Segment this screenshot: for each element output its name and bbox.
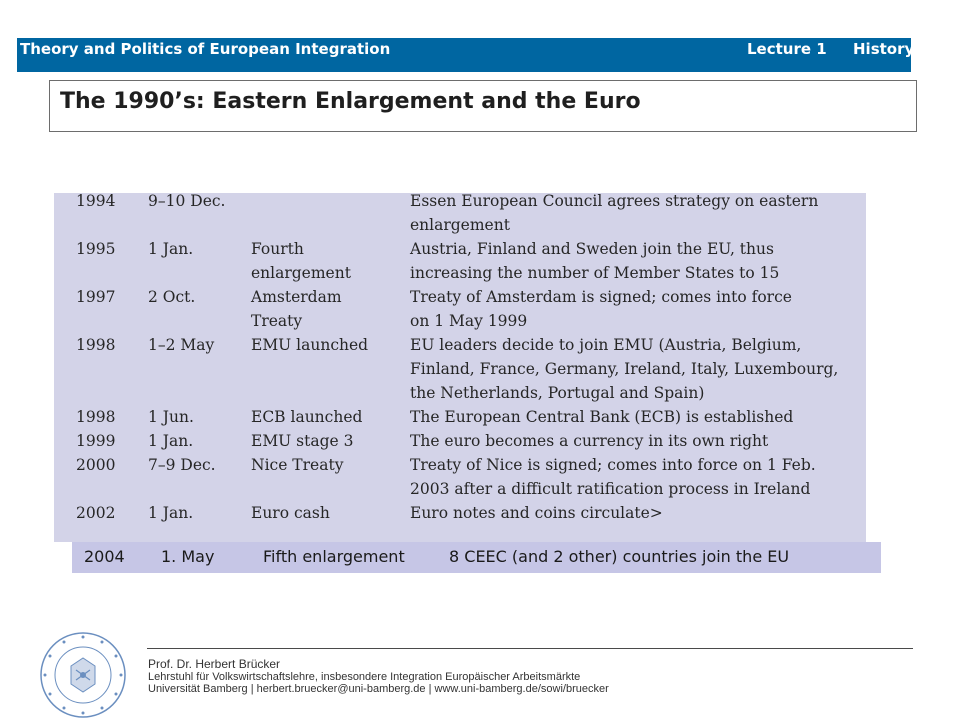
slide-title: The 1990’s: Eastern Enlargement and the Euro <box>60 89 641 114</box>
timeline-description: Austria, Finland and Sweden join the EU, thus <box>410 240 774 258</box>
timeline-row <box>54 189 866 237</box>
timeline-description: EU leaders decide to join EMU (Austria, Belgium, <box>410 336 802 354</box>
timeline-year: 2002 <box>76 504 116 522</box>
timeline-row <box>54 429 866 453</box>
timeline-description: Treaty of Amsterdam is signed; comes into force <box>410 288 792 306</box>
added-row-event: Fifth enlargement <box>263 547 405 566</box>
timeline-event: Euro cash <box>251 504 330 522</box>
timeline-year: 1994 <box>76 192 116 210</box>
timeline-row <box>54 237 866 285</box>
timeline-description: Treaty of Nice is signed; comes into force on 1 Feb. <box>410 456 816 474</box>
timeline-row <box>54 405 866 429</box>
added-row-description: 8 CEEC (and 2 other) countries join the EU <box>449 547 790 566</box>
timeline-description: Essen European Council agrees strategy on eastern <box>410 192 819 210</box>
footer-professor-name: Prof. Dr. Herbert Brücker <box>148 657 281 671</box>
timeline-year: 1999 <box>76 432 116 450</box>
timeline-date: 1 Jan. <box>148 240 194 258</box>
timeline-description: 2003 after a difficult ratification process in Ireland <box>410 480 811 498</box>
timeline-description: Euro notes and coins circulate> <box>410 504 663 522</box>
header-bar <box>17 38 915 72</box>
timeline-description: increasing the number of Member States to 15 <box>410 264 780 282</box>
timeline-event: EMU launched <box>251 336 369 354</box>
timeline-row <box>54 501 866 525</box>
timeline-table <box>54 193 866 542</box>
timeline-date: 1 Jan. <box>148 504 194 522</box>
timeline-event: ECB launched <box>251 408 363 426</box>
timeline-description: The European Central Bank (ECB) is established <box>410 408 794 426</box>
course-title: Theory and Politics of European Integration <box>20 40 391 58</box>
timeline-year: 1998 <box>76 336 116 354</box>
timeline-row <box>54 333 866 405</box>
footer-contact: Universität Bamberg | herbert.bruecker@uni-bamberg.de | www.uni-bamberg.de/sowi/bruecker <box>148 683 609 695</box>
timeline-date: 1 Jun. <box>148 408 194 426</box>
added-row-date: 1. May <box>161 547 215 566</box>
timeline-date: 2 Oct. <box>148 288 196 306</box>
timeline-event: EMU stage 3 <box>251 432 354 450</box>
timeline-event: Fourth <box>251 240 304 258</box>
timeline-event: enlargement <box>251 264 351 282</box>
added-timeline-row <box>72 542 881 573</box>
timeline-date: 1–2 May <box>148 336 215 354</box>
timeline-event: Amsterdam <box>251 288 342 306</box>
timeline-year: 2000 <box>76 456 116 474</box>
university-seal-logo <box>38 630 128 720</box>
timeline-description: Finland, France, Germany, Ireland, Italy, Luxembourg, <box>410 360 839 378</box>
timeline-row <box>54 453 866 501</box>
section-label: History <box>853 40 915 58</box>
timeline-year: 1998 <box>76 408 116 426</box>
footer <box>148 658 609 695</box>
timeline-description: The euro becomes a currency in its own right <box>410 432 769 450</box>
timeline-date: 9–10 Dec. <box>148 192 226 210</box>
timeline-event: Treaty <box>251 312 303 330</box>
timeline-date: 7–9 Dec. <box>148 456 216 474</box>
added-row-year: 2004 <box>84 547 125 566</box>
timeline-event: Nice Treaty <box>251 456 344 474</box>
timeline-date: 1 Jan. <box>148 432 194 450</box>
footer-divider <box>147 648 913 649</box>
footer-chair: Lehrstuhl für Volkswirtschaftslehre, insbesondere Integration Europäischer Arbeitsmärkte <box>148 671 581 683</box>
slide-title-box <box>49 80 917 132</box>
timeline-row <box>54 285 866 333</box>
timeline-description: enlargement <box>410 216 510 234</box>
lecture-label: Lecture 1 <box>747 40 827 58</box>
timeline-year: 1997 <box>76 288 116 306</box>
timeline-description: the Netherlands, Portugal and Spain) <box>410 384 705 402</box>
timeline-description: on 1 May 1999 <box>410 312 528 330</box>
timeline-year: 1995 <box>76 240 116 258</box>
